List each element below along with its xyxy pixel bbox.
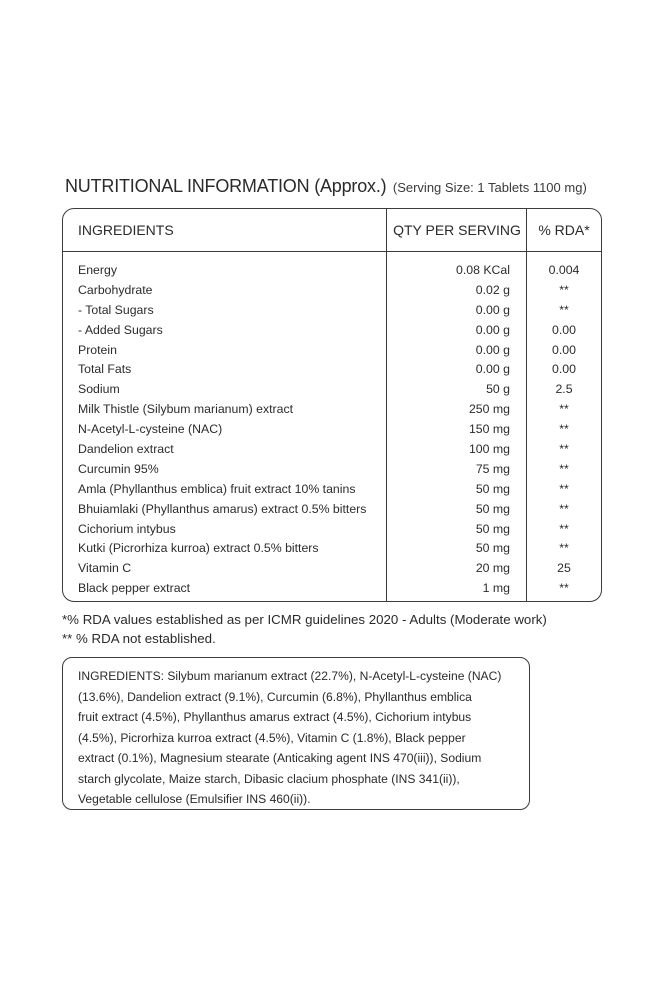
row-rda: ** <box>559 481 569 496</box>
table-row <box>63 341 601 361</box>
table-row <box>63 301 601 321</box>
row-qty: 150 mg <box>468 422 510 437</box>
table-row <box>63 400 601 420</box>
table-row <box>63 420 601 440</box>
table-row <box>63 539 601 559</box>
label-title <box>65 176 625 197</box>
row-name: Energy <box>78 263 117 277</box>
row-qty: 75 mg <box>475 461 510 476</box>
row-name: N-Acetyl-L-cysteine (NAC) <box>78 422 223 437</box>
row-qty: 50 mg <box>475 521 510 536</box>
row-qty: 0.02 g <box>475 282 510 297</box>
row-qty: 0.00 g <box>475 342 510 357</box>
row-name: Total Fats <box>78 362 132 377</box>
table-row <box>63 261 601 281</box>
title-main: NUTRITIONAL INFORMATION (Approx.) <box>65 176 387 196</box>
row-rda: 0.00 <box>552 362 576 377</box>
table-row <box>63 380 601 400</box>
row-rda: 25 <box>557 561 571 576</box>
row-qty: 0.08 KCal <box>455 263 510 277</box>
row-name: Kutki (Picrorhiza kurroa) extract 0.5% bitters <box>78 541 319 556</box>
row-qty: 20 mg <box>475 561 510 576</box>
row-name: Vitamin C <box>78 561 132 576</box>
ingredients-line: fruit extract (4.5%), Phyllanthus amarus extract (4.5%), Cichorium intybus <box>78 710 472 724</box>
row-name: - Added Sugars <box>78 322 163 337</box>
table-row <box>63 579 601 599</box>
row-rda: 0.00 <box>552 342 576 357</box>
row-qty: 50 mg <box>475 541 510 556</box>
row-qty: 50 mg <box>475 501 510 516</box>
table-row <box>63 281 601 301</box>
row-rda: ** <box>559 282 569 297</box>
row-rda: ** <box>559 442 569 457</box>
row-rda: ** <box>559 521 569 536</box>
row-qty: 50 g <box>486 382 510 397</box>
ingredients-box <box>62 657 530 810</box>
row-name: Cichorium intybus <box>78 521 176 536</box>
row-rda: 2.5 <box>555 382 573 397</box>
row-name: Bhuiamlaki (Phyllanthus amarus) extract 0.5% bitters <box>78 501 367 516</box>
footnote-rda: *% RDA values established as per ICMR guidelines 2020 - Adults (Moderate work) <box>62 612 547 627</box>
row-rda: ** <box>559 402 569 417</box>
row-name: Curcumin 95% <box>78 461 159 476</box>
header-rda: % RDA* <box>538 222 590 238</box>
table-row <box>63 500 601 520</box>
serving-size: (Serving Size: 1 Tablets 1100 mg) <box>392 180 587 195</box>
ingredients-line: (4.5%), Picrorhiza kurroa extract (4.5%), Vitamin C (1.8%), Black pepper <box>78 730 466 745</box>
table-row <box>63 520 601 540</box>
row-qty: 250 mg <box>468 402 510 417</box>
row-name: Carbohydrate <box>78 282 153 297</box>
row-name: Dandelion extract <box>78 442 174 457</box>
row-name: - Total Sugars <box>78 302 154 317</box>
ingredients-line: extract (0.1%), Magnesium stearate (Anticaking agent INS 470(iii)), Sodium <box>78 751 482 765</box>
table-row <box>63 440 601 460</box>
footnote-not-established: ** % RDA not established. <box>62 631 216 646</box>
table-row <box>63 460 601 480</box>
row-qty: 1 mg <box>482 581 510 596</box>
nutrition-table <box>62 208 602 602</box>
ingredients-line: Vegetable cellulose (Emulsifier INS 460(ii)). <box>78 792 311 806</box>
footnotes <box>62 610 622 648</box>
row-rda: ** <box>559 422 569 437</box>
row-rda: ** <box>559 541 569 556</box>
row-name: Protein <box>78 342 117 357</box>
row-qty: 0.00 g <box>475 302 510 317</box>
row-rda: ** <box>559 302 569 317</box>
table-row <box>63 480 601 500</box>
row-qty: 100 mg <box>468 442 510 457</box>
table-body <box>63 261 601 599</box>
row-name: Amla (Phyllanthus emblica) fruit extract 10% tanins <box>78 481 356 496</box>
ingredients-line: INGREDIENTS: Silybum marianum extract (22.7%), N-Acetyl-L-cysteine (NAC) <box>78 669 502 683</box>
table-row <box>63 559 601 579</box>
row-rda: ** <box>559 501 569 516</box>
header-divider <box>63 251 601 252</box>
row-rda: 0.00 <box>552 322 576 337</box>
row-qty: 0.00 g <box>475 362 510 377</box>
row-name: Milk Thistle (Silybum marianum) extract <box>78 402 294 417</box>
table-row <box>63 321 601 341</box>
table-row <box>63 360 601 380</box>
row-rda: 0.004 <box>548 263 580 277</box>
row-name: Black pepper extract <box>78 581 191 596</box>
header-qty: QTY PER SERVING <box>393 222 521 238</box>
row-qty: 0.00 g <box>475 322 510 337</box>
header-ingredients: INGREDIENTS <box>78 222 174 238</box>
row-rda: ** <box>559 461 569 476</box>
row-rda: ** <box>559 581 569 596</box>
ingredients-line: (13.6%), Dandelion extract (9.1%), Curcumin (6.8%), Phyllanthus emblica <box>78 689 472 704</box>
row-qty: 50 mg <box>475 481 510 496</box>
ingredients-line: starch glycolate, Maize starch, Dibasic clacium phosphate (INS 341(ii)), <box>78 771 460 786</box>
row-name: Sodium <box>78 382 120 397</box>
